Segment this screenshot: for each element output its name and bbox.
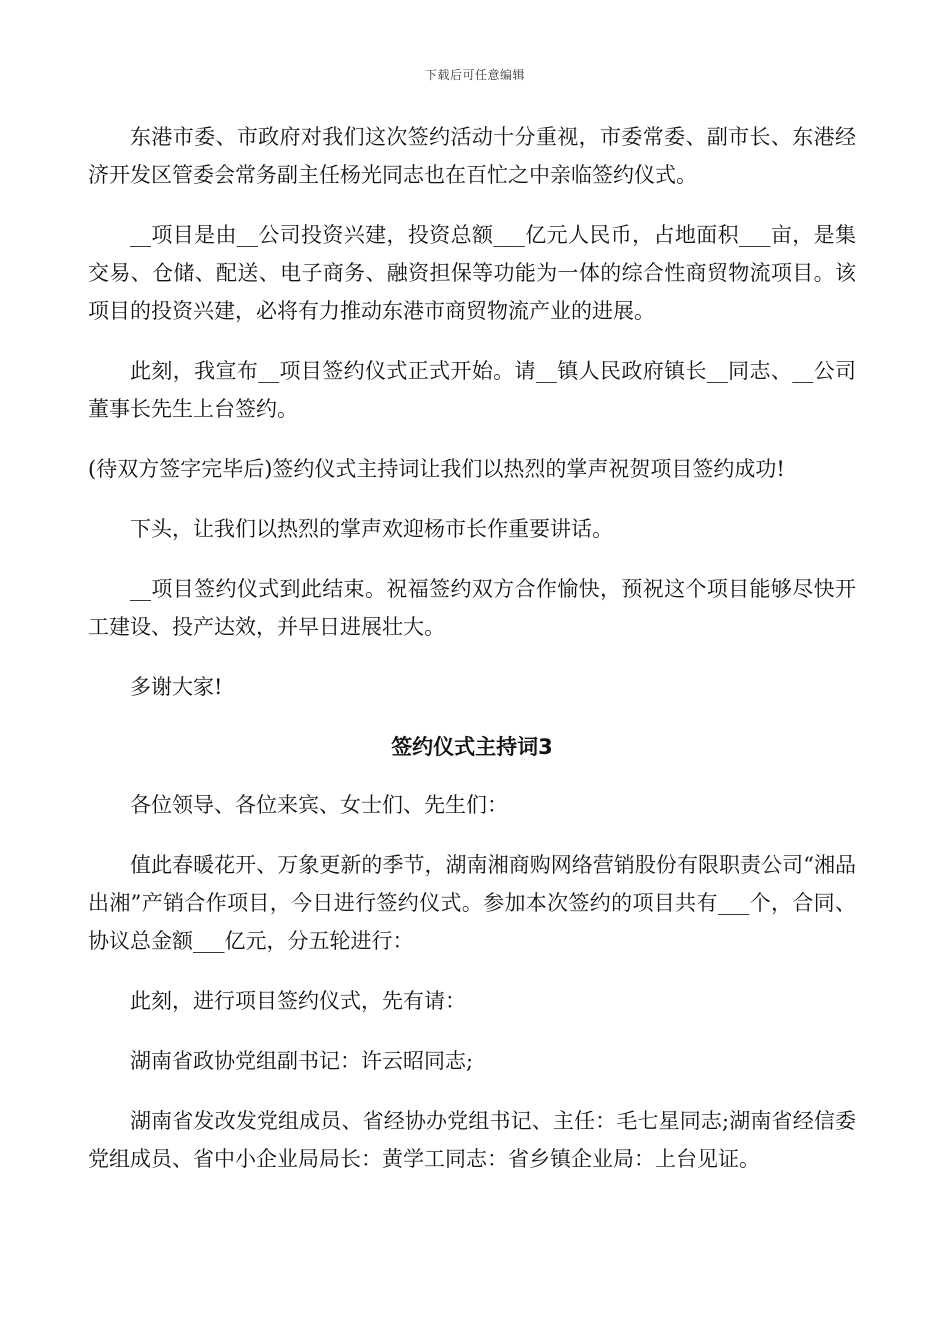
paragraph-signing-complete: (待双方签字完毕后)签约仪式主持词让我们以热烈的掌声祝贺项目签约成功! [88,457,785,481]
paragraph-thanks: 多谢大家! [130,675,223,699]
paragraph-occasion: 值此春暖花开、万象更新的季节，湖南湘商购网络营销股份有限职责公司“湘品出湘”产销合作项目，今日进行签约仪式。参加本次签约的项目共有___个，合同、协议总金额___亿元，分五轮进行： [88,853,856,953]
document-body [88,118,856,1200]
paragraph-project-intro: __项目是由__公司投资兴建，投资总额___亿元人民币，占地面积___亩，是集交易、仓储、配送、电子商务、融资担保等功能为一体的综合性商贸物流项目。该项目的投资兴建，必将有力推动东港市商贸物流产业的进展。 [88,223,856,323]
section-title: 签约仪式主持词3 [391,735,553,759]
paragraph-invitation: 此刻，进行项目签约仪式，先有请： [130,989,466,1013]
paragraph-closing: __项目签约仪式到此结束。祝福签约双方合作愉快，预祝这个项目能够尽快开工建设、投产达效，并早日进展壮大。 [88,577,856,639]
paragraph-attendance: 东港市委、市政府对我们这次签约活动十分重视，市委常委、副市长、东港经济开发区管委会常务副主任杨光同志也在百忙之中亲临签约仪式。 [88,125,856,187]
paragraph-ceremony-start: 此刻，我宣布__项目签约仪式正式开始。请__镇人民政府镇长__同志、__公司董事长先生上台签约。 [88,359,856,421]
paragraph-guest-1: 湖南省政协党组副书记：许云昭同志; [130,1049,474,1073]
paragraph-guest-2: 湖南省发改发党组成员、省经协办党组书记、主任：毛七星同志;湖南省经信委党组成员、省中小企业局局长：黄学工同志：省乡镇企业局：上台见证。 [88,1109,856,1171]
header-note: 下载后可任意编辑 [424,68,525,82]
paragraph-speech-invite: 下头，让我们以热烈的掌声欢迎杨市长作重要讲话。 [130,517,613,541]
paragraph-greeting: 各位领导、各位来宾、女士们、先生们： [130,793,508,817]
